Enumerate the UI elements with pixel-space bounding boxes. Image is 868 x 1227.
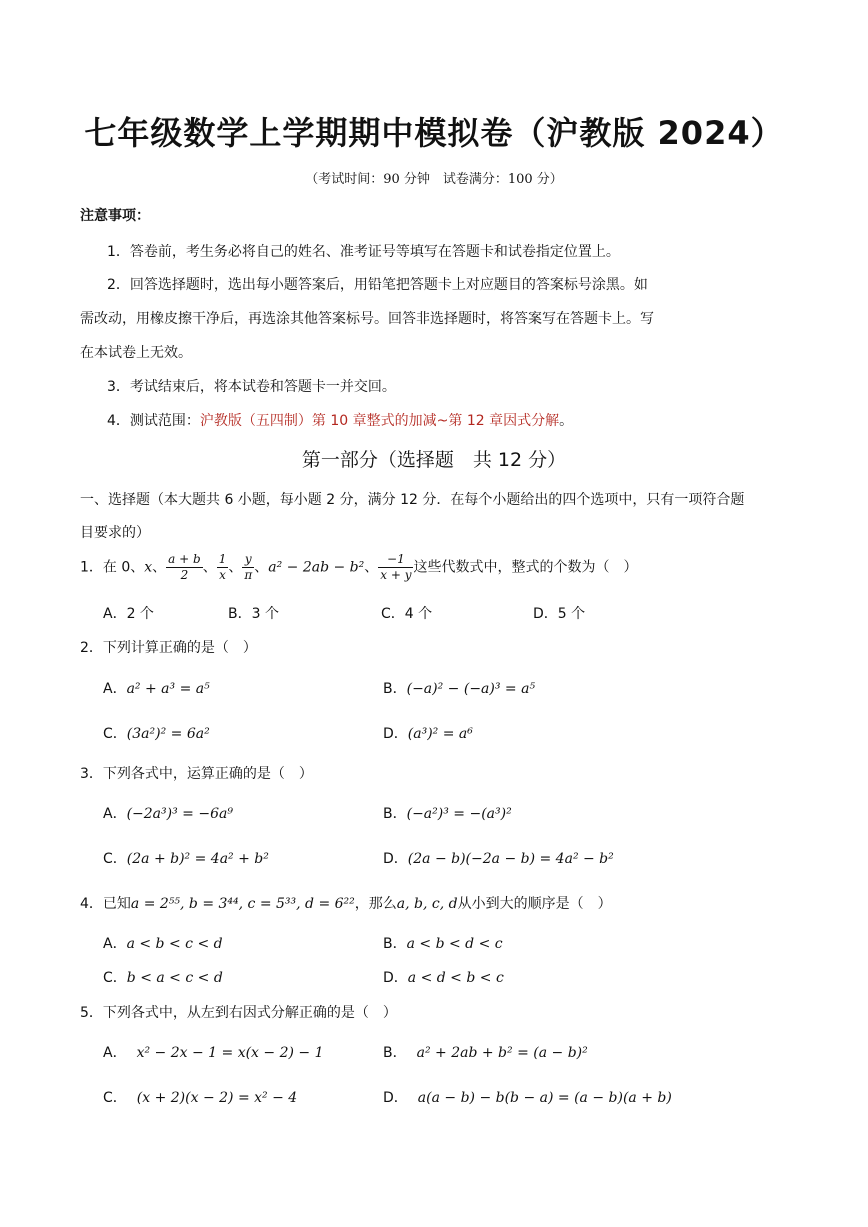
q1-frac-4: $\frac{-1}{x + y}$ [380,552,412,582]
q1-poly: a² − 2ab − b² [268,559,365,576]
question-2-stem: 2．下列计算正确的是（ ） [80,640,257,656]
question-5-stem: 5．下列各式中，从左到右因式分解正确的是（ ） [80,1005,397,1021]
q4-given: a = 2⁵⁵, b = 3⁴⁴, c = 5³³, d = 6²² [130,896,355,912]
q2-option-a[interactable]: A．a² + a³ = a⁵ [103,681,210,697]
test-range: 沪教版（五四制）第 10 章整式的加减~第 12 章因式分解 [199,413,560,429]
q2-option-b[interactable]: B．(−a)² − (−a)³ = a⁵ [383,681,536,697]
notice-item-2-line-3: 在本试卷上无效。 [80,345,192,361]
notice-item-4-suffix: 。 [559,413,574,429]
question-4-stem: 4．已知a = 2⁵⁵, b = 3⁴⁴, c = 5³³, d = 6²²，那么a, b, c, d从小到大的顺序是（ ） [80,896,612,912]
q1-suffix: 这些代数式中，整式的个数为（ ） [413,559,638,576]
q1-option-d[interactable]: D．5 个 [533,606,586,622]
q3-option-a[interactable]: A．(−2a³)³ = −6a⁹ [103,806,233,822]
q1-term-x: x [144,559,153,576]
q4-option-d[interactable]: D．a < d < b < c [383,970,504,986]
q1-option-a[interactable]: A．2 个 [103,606,154,622]
q3-option-c[interactable]: C．(2a + b)² = 4a² + b² [103,851,269,867]
question-3-stem: 3．下列各式中，运算正确的是（ ） [80,766,313,782]
notice-item-3: 3．考试结束后，将本试卷和答题卡一并交回。 [107,379,396,395]
notice-heading: 注意事项： [80,208,150,224]
question-1-stem: 1．在 0、x、 $\frac{a + b}{2}$ 、 $\frac{1}{x}$ 、 $\frac{y}{\pi}$ 、a² − 2ab − b²、 $\frac{-1}{x + y}$ 这些代数式中，整式的个数为（ ） [80,552,638,582]
notice-item-4-prefix: 4．测试范围： [107,413,200,429]
q4-option-b[interactable]: B．a < b < d < c [383,936,503,952]
q4-option-c[interactable]: C．b < a < c < d [103,970,223,986]
q3-option-d[interactable]: D．(2a − b)(−2a − b) = 4a² − b² [383,851,614,867]
q4-option-a[interactable]: A．a < b < c < d [103,936,223,952]
section-intro-line-1: 一、选择题（本大题共 6 小题，每小题 2 分，满分 12 分．在每个小题给出的四个选项中，只有一项符合题 [80,492,745,508]
q5-option-a[interactable]: A． x² − 2x − 1 = x(x − 2) − 1 [103,1045,324,1061]
q5-option-c[interactable]: C． (x + 2)(x − 2) = x² − 4 [103,1090,298,1106]
q1-frac-3: $\frac{y}{\pi}$ [244,552,253,582]
notice-item-2-line-2: 需改动，用橡皮擦干净后，再选涂其他答案标号。回答非选择题时，将答案写在答题卡上。写 [80,311,654,327]
notice-item-4 [107,410,573,430]
q1-frac-2: $\frac{1}{x}$ [218,552,227,582]
exam-info: （考试时间：90 分钟 试卷满分：100 分） [305,172,563,187]
q2-option-d[interactable]: D．(a³)² = a⁶ [383,726,473,742]
q4-vars: a, b, c, d [396,896,458,912]
q1-option-c[interactable]: C．4 个 [381,606,433,622]
notice-item-2-line-1: 2．回答选择题时，选出每小题答案后，用铅笔把答题卡上对应题目的答案标号涂黑。如 [107,277,648,293]
section-intro-line-2: 目要求的） [80,525,150,541]
q5-option-d[interactable]: D． a(a − b) − b(b − a) = (a − b)(a + b) [383,1090,672,1106]
part-one-heading: 第一部分（选择题 共 12 分） [301,449,567,471]
q2-option-c[interactable]: C．(3a²)² = 6a² [103,726,210,742]
notice-item-1: 1．答卷前，考生务必将自己的姓名、准考证号等填写在答题卡和试卷指定位置上。 [107,244,620,260]
q5-option-b[interactable]: B． a² + 2ab + b² = (a − b)² [383,1045,588,1061]
q1-frac-1: $\frac{a + b}{2}$ [168,552,201,582]
page-title: 七年级数学上学期期中模拟卷（沪教版 2024） [84,114,784,152]
q3-option-b[interactable]: B．(−a²)³ = −(a³)² [383,806,512,822]
q1-option-b[interactable]: B．3 个 [228,606,279,622]
q1-sep: 、 [152,559,167,576]
q1-prefix: 1．在 0、 [80,559,145,576]
